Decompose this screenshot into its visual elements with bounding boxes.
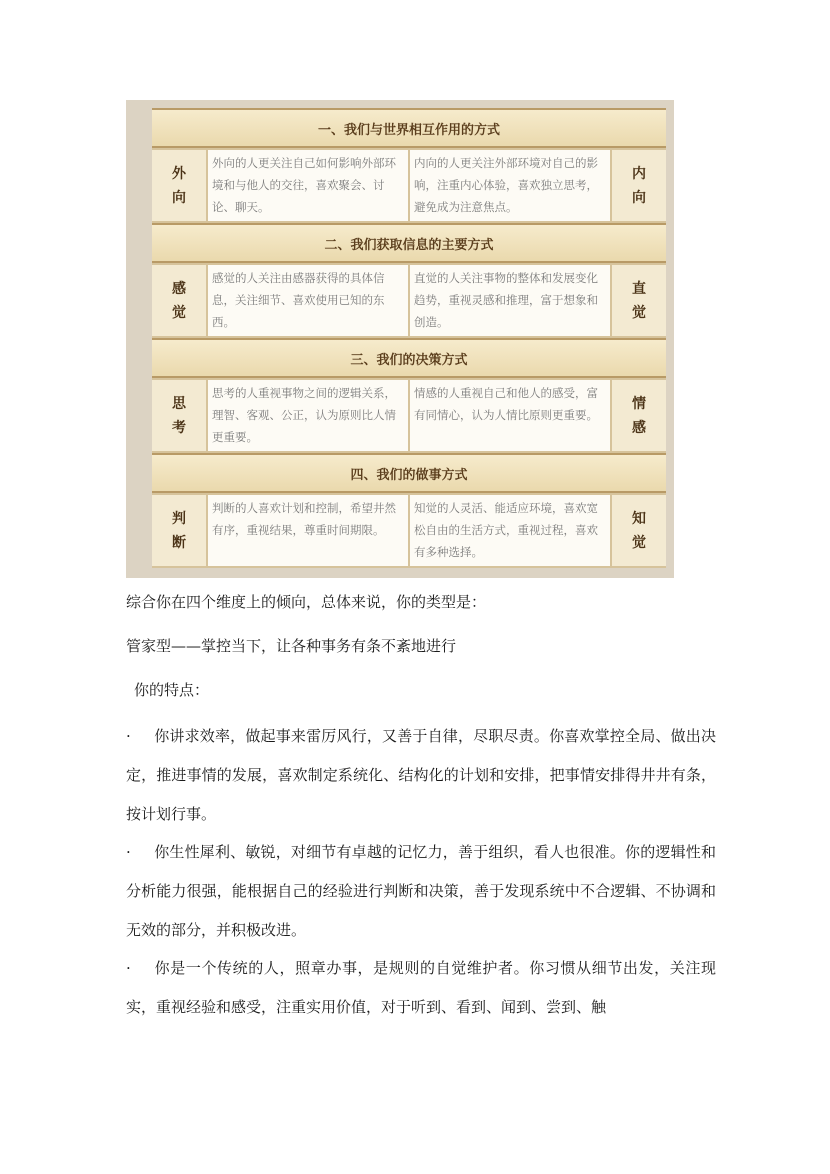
section-row-4 xyxy=(152,493,666,568)
left-description: 思考的人重视事物之间的逻辑关系，理智、客观、公正，认为原则比人情更重要。 xyxy=(208,380,408,451)
bullet-dot: · xyxy=(126,727,131,745)
traits-label: 你的特点： xyxy=(134,681,210,699)
section-row-1 xyxy=(152,148,666,223)
section-header-3: 三、我们的决策方式 xyxy=(152,338,666,378)
bullet-paragraph-2 xyxy=(126,833,716,950)
mbti-dimension-table xyxy=(152,108,666,568)
section-header-2: 二、我们获取信息的主要方式 xyxy=(152,223,666,263)
bullet-dot: · xyxy=(126,959,131,977)
right-trait: 情 感 xyxy=(612,380,666,451)
right-description: 内向的人更关注外部环境对自己的影响，注重内心体验，喜欢独立思考，避免成为注意焦点。 xyxy=(410,150,610,221)
left-description: 外向的人更关注自己如何影响外部环境和与他人的交往，喜欢聚会、讨论、聊天。 xyxy=(208,150,408,221)
left-description: 感觉的人关注由感器获得的具体信息，关注细节、喜欢使用已知的东西。 xyxy=(208,265,408,336)
right-trait: 知 觉 xyxy=(612,495,666,566)
left-description: 判断的人喜欢计划和控制，希望井然有序，重视结果，尊重时间期限。 xyxy=(208,495,408,566)
right-description: 直觉的人关注事物的整体和发展变化趋势，重视灵感和推理，富于想象和创造。 xyxy=(410,265,610,336)
right-description: 知觉的人灵活、能适应环境，喜欢宽松自由的生活方式，重视过程，喜欢有多种选择。 xyxy=(410,495,610,566)
left-trait: 思 考 xyxy=(152,380,206,451)
mbti-dimension-table-image xyxy=(126,100,674,578)
left-trait: 判 断 xyxy=(152,495,206,566)
bullet-dot: · xyxy=(126,843,131,861)
section-header-4: 四、我们的做事方式 xyxy=(152,453,666,493)
right-trait: 内 向 xyxy=(612,150,666,221)
bullet-paragraph-3 xyxy=(126,949,716,1027)
bullet-text: 你是一个传统的人，照章办事，是规则的自觉维护者。你习惯从细节出发，关注现实，重视经验和感受，注重实用价值，对于听到、看到、闻到、尝到、触 xyxy=(126,959,716,1016)
summary-line: 综合你在四个维度上的倾向，总体来说，你的类型是： xyxy=(126,593,487,611)
bullet-text: 你讲求效率，做起事来雷厉风行，又善于自律，尽职尽责。你喜欢掌控全局、做出决定，推进事情的发展，喜欢制定系统化、结构化的计划和安排，把事情安排得井井有条，按计划行事。 xyxy=(126,727,716,823)
section-row-2 xyxy=(152,263,666,338)
section-row-3 xyxy=(152,378,666,453)
type-line: 管家型——掌控当下，让各种事务有条不紊地进行 xyxy=(126,637,457,655)
right-trait: 直 觉 xyxy=(612,265,666,336)
bullet-text: 你生性犀利、敏锐，对细节有卓越的记忆力，善于组织，看人也很准。你的逻辑性和分析能力很强，能根据自己的经验进行判断和决策，善于发现系统中不合逻辑、不协调和无效的部分，并积极改进。 xyxy=(126,843,716,939)
left-trait: 外 向 xyxy=(152,150,206,221)
bullet-paragraph-1 xyxy=(126,717,716,834)
left-trait: 感 觉 xyxy=(152,265,206,336)
right-description: 情感的人重视自己和他人的感受，富有同情心，认为人情比原则更重要。 xyxy=(410,380,610,451)
section-header-1: 一、我们与世界相互作用的方式 xyxy=(152,108,666,148)
